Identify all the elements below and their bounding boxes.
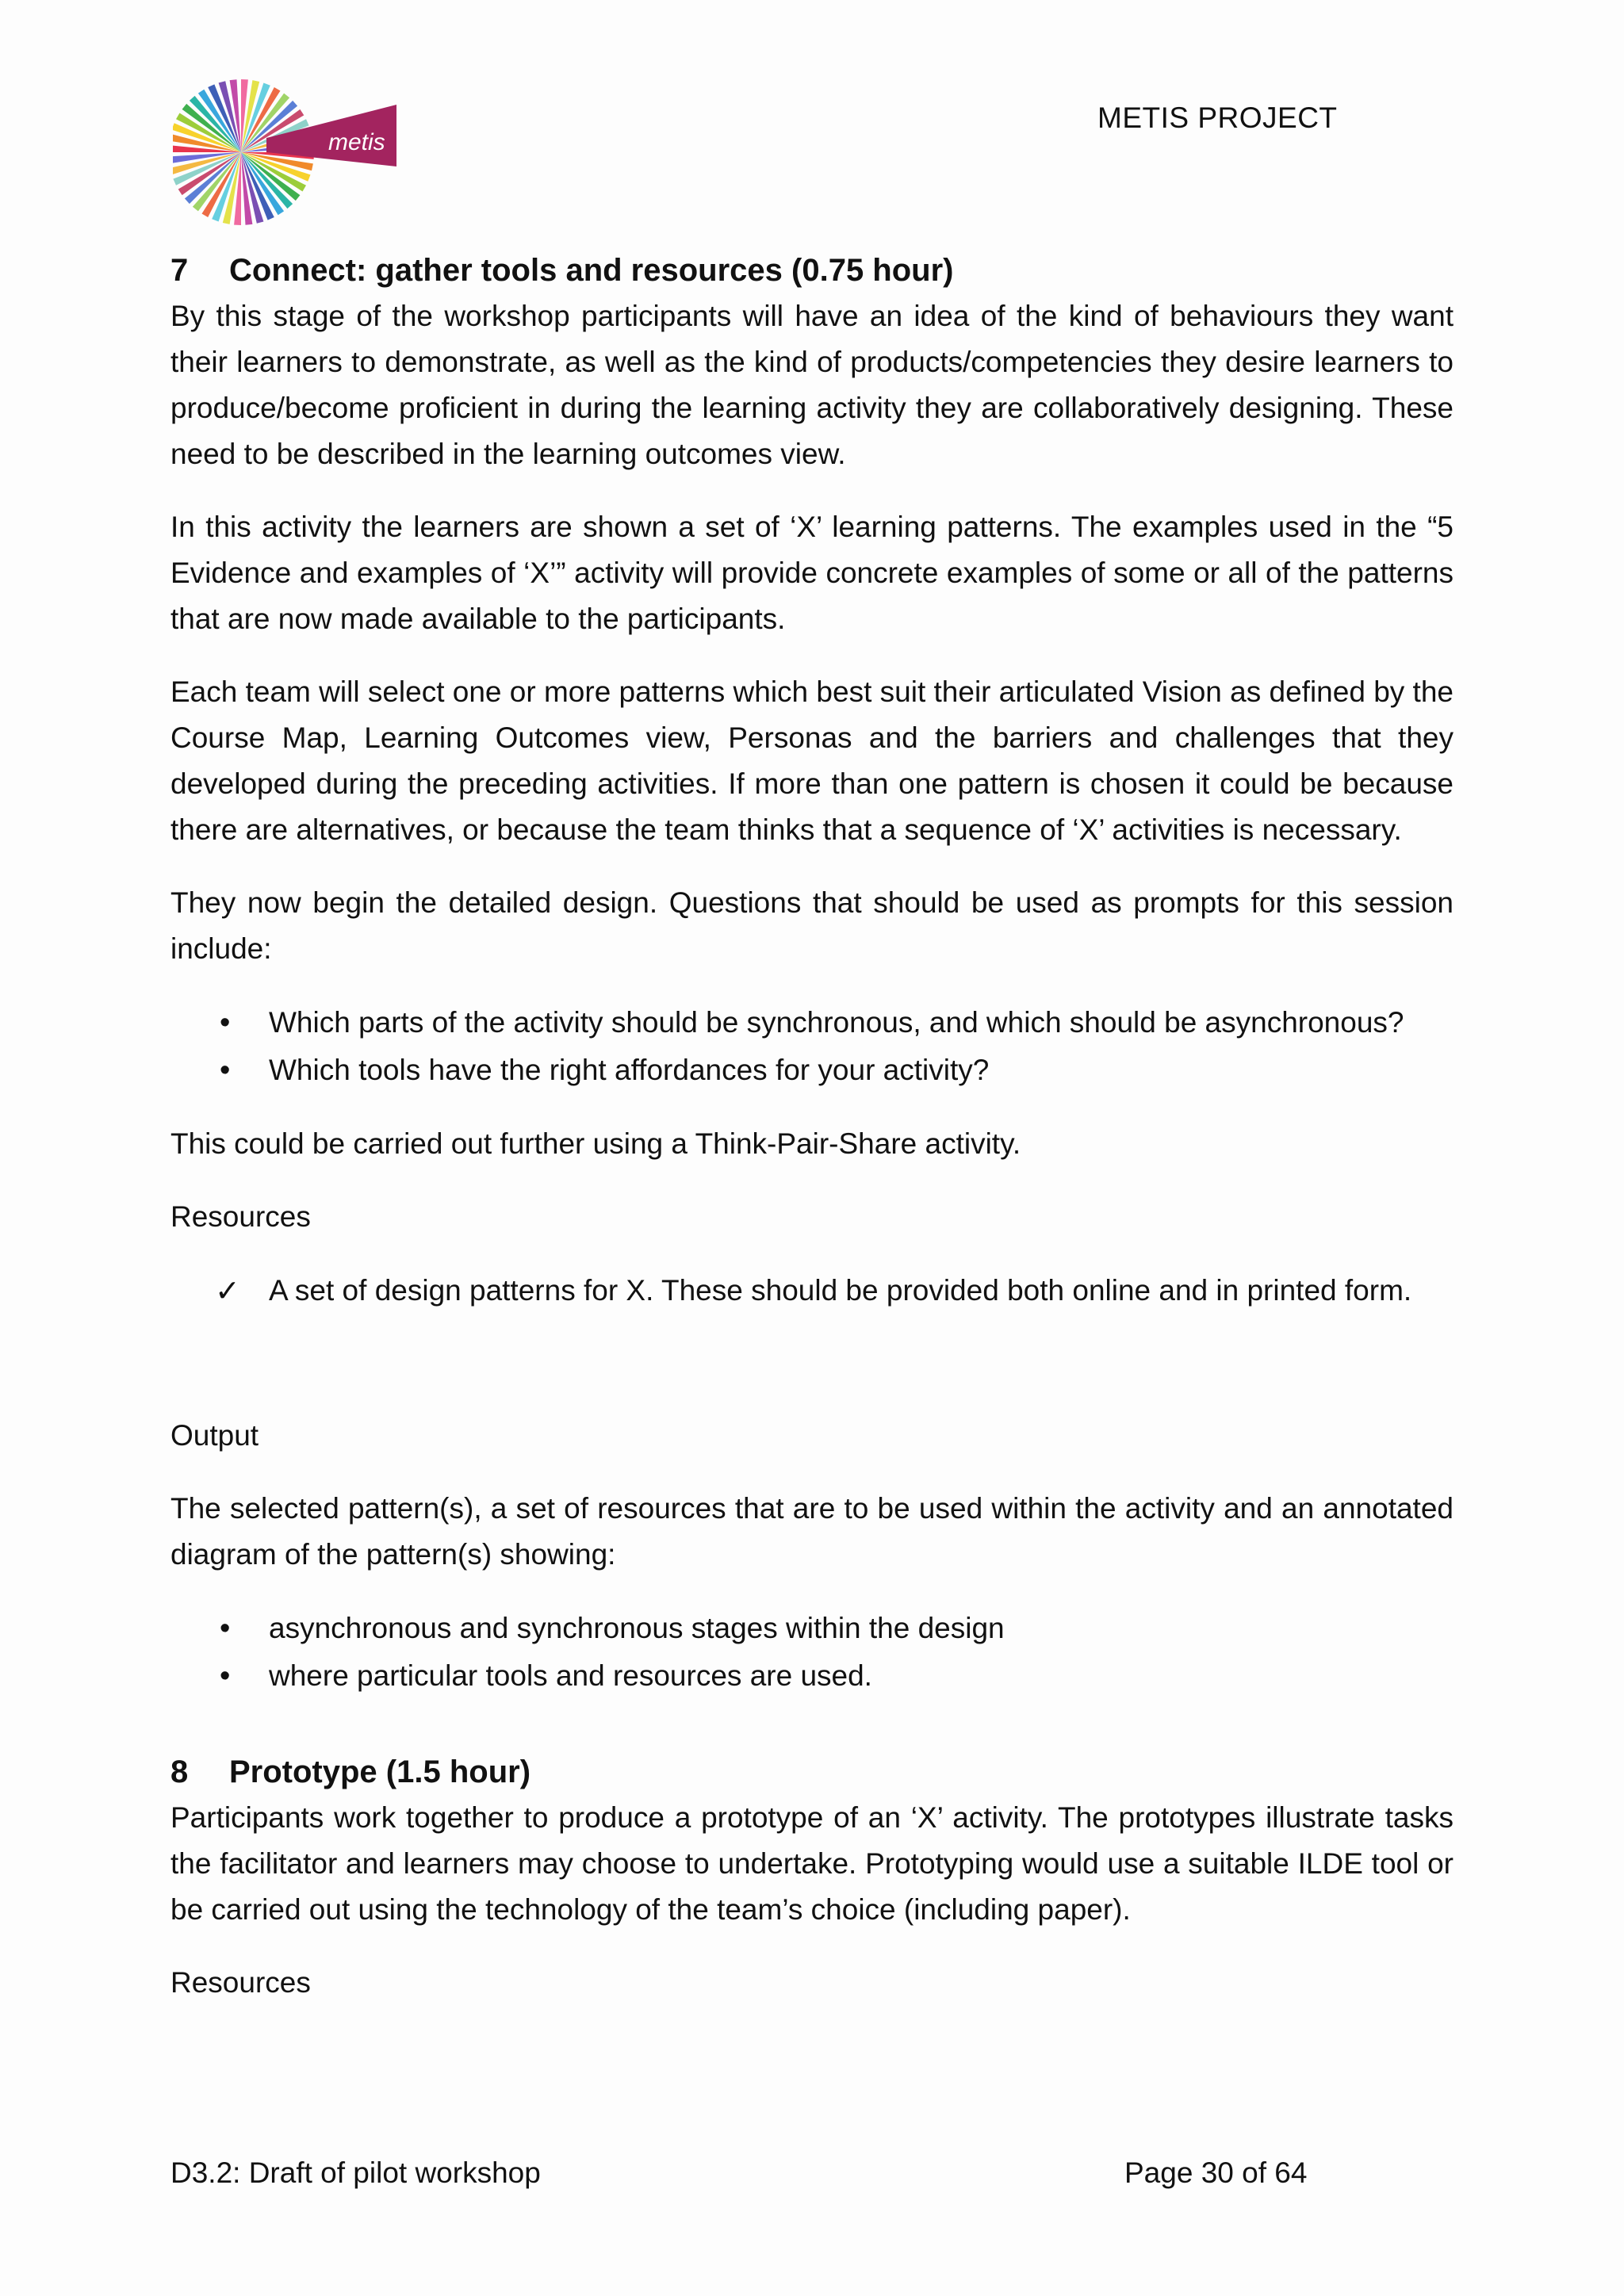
resources-label: Resources bbox=[170, 1966, 311, 1999]
paragraph: Each team will select one or more patterns which best suit their articulated Vision as defined by the Course Map, Learning Outcomes view, Personas and the barriers and challenges that they developed during the preceding activities. If more than one pattern is chosen it could be because there are alternatives, or because the team thinks that a sequence of ‘X’ activities is necessary. bbox=[170, 675, 1454, 846]
resource-list bbox=[170, 1267, 1454, 1314]
list-item: • asynchronous and synchronous stages within the design bbox=[170, 1605, 1454, 1652]
output-label: Output bbox=[170, 1419, 259, 1452]
paragraph: They now begin the detailed design. Questions that should be used as prompts for this session include: bbox=[170, 886, 1454, 965]
project-title: METIS PROJECT bbox=[1097, 101, 1338, 134]
section-8-heading bbox=[170, 1749, 1454, 1795]
paragraph: In this activity the learners are shown a set of ‘X’ learning patterns. The examples used in the “5 Evidence and examples of ‘X’” activity will provide concrete examples of some or all of the patterns that are now made available to the participants. bbox=[170, 511, 1454, 635]
metis-logo bbox=[173, 73, 403, 239]
paragraph: Participants work together to produce a prototype of an ‘X’ activity. The prototypes illustrate tasks the facilitator and learners may choose to undertake. Prototyping would use a suitable ILDE tool or be carried out using the technology of the team’s choice (including paper). bbox=[170, 1801, 1454, 1926]
section-title: Connect: gather tools and resources (0.75 hour) bbox=[229, 253, 954, 288]
spacer bbox=[170, 1341, 1454, 1413]
output-list bbox=[170, 1605, 1454, 1700]
resources-label: Resources bbox=[170, 1200, 311, 1233]
section-number: 7 bbox=[170, 253, 189, 288]
list-item: • Which tools have the right affordances for your activity? bbox=[170, 1047, 1454, 1094]
footer-document: D3.2: Draft of pilot workshop bbox=[170, 2156, 541, 2189]
section-number: 8 bbox=[170, 1755, 189, 1789]
question-list bbox=[170, 999, 1454, 1094]
paragraph: By this stage of the workshop participants will have an idea of the kind of behaviours they want their learners to demonstrate, as well as the kind of products/competencies they desire learners to produce/become proficient in during the learning activity they are collaboratively designing. These need to be described in the learning outcomes view. bbox=[170, 300, 1454, 470]
footer-page-number: Page 30 of 64 bbox=[1124, 2156, 1308, 2189]
logo-text: metis bbox=[328, 129, 385, 155]
spacer bbox=[170, 1727, 1454, 1749]
section-title: Prototype (1.5 hour) bbox=[229, 1755, 531, 1789]
section-7-heading bbox=[170, 247, 1454, 293]
list-item: ✓ A set of design patterns for X. These should be provided both online and in printed form. bbox=[170, 1267, 1454, 1314]
paragraph: This could be carried out further using a Think-Pair-Share activity. bbox=[170, 1127, 1021, 1160]
main-content bbox=[170, 247, 1454, 2033]
list-item: • Which parts of the activity should be synchronous, and which should be asynchronous? bbox=[170, 999, 1454, 1047]
paragraph: The selected pattern(s), a set of resources that are to be used within the activity and an annotated diagram of the pattern(s) showing: bbox=[170, 1492, 1454, 1571]
list-item: • where particular tools and resources are used. bbox=[170, 1652, 1454, 1700]
